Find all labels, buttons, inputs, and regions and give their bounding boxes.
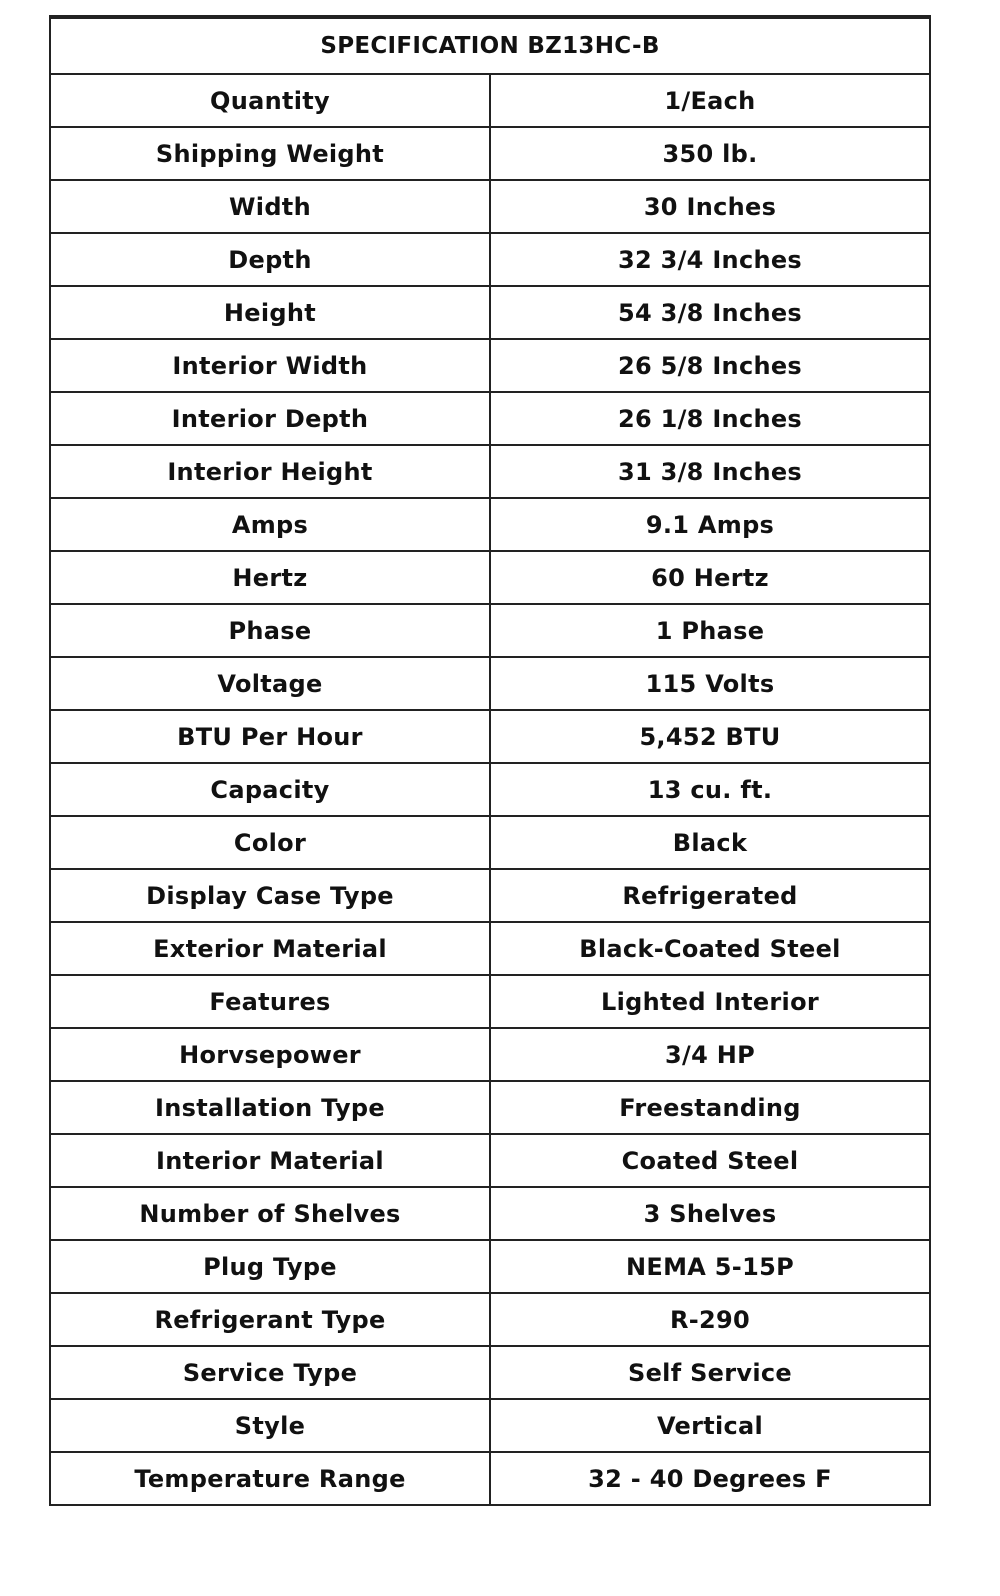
spec-value: 13 cu. ft. [490, 763, 930, 816]
table-row [50, 392, 930, 445]
table-header-row [50, 17, 930, 74]
spec-label: Service Type [50, 1346, 490, 1399]
table-row [50, 657, 930, 710]
spec-value: Black [490, 816, 930, 869]
spec-value: Coated Steel [490, 1134, 930, 1187]
spec-label: Exterior Material [50, 922, 490, 975]
spec-label: Temperature Range [50, 1452, 490, 1505]
table-row [50, 551, 930, 604]
spec-label: Hertz [50, 551, 490, 604]
table-row [50, 445, 930, 498]
table-row [50, 763, 930, 816]
spec-label: Capacity [50, 763, 490, 816]
spec-label: Phase [50, 604, 490, 657]
spec-value: 31 3/8 Inches [490, 445, 930, 498]
spec-label: Shipping Weight [50, 127, 490, 180]
spec-label: Depth [50, 233, 490, 286]
spec-value: 32 3/4 Inches [490, 233, 930, 286]
spec-label: Color [50, 816, 490, 869]
table-row [50, 1240, 930, 1293]
table-title: SPECIFICATION BZ13HC-B [50, 17, 930, 74]
spec-value: 3 Shelves [490, 1187, 930, 1240]
spec-label: Interior Material [50, 1134, 490, 1187]
table-row [50, 710, 930, 763]
spec-value: 3/4 HP [490, 1028, 930, 1081]
table-row [50, 74, 930, 127]
spec-value: R-290 [490, 1293, 930, 1346]
spec-value: 5,452 BTU [490, 710, 930, 763]
spec-label: Horvsepower [50, 1028, 490, 1081]
table-row [50, 339, 930, 392]
spec-label: Features [50, 975, 490, 1028]
spec-value: 30 Inches [490, 180, 930, 233]
table-row [50, 1081, 930, 1134]
spec-value: Self Service [490, 1346, 930, 1399]
table-row [50, 180, 930, 233]
spec-value: 9.1 Amps [490, 498, 930, 551]
table-row [50, 604, 930, 657]
spec-label: Amps [50, 498, 490, 551]
spec-label: Voltage [50, 657, 490, 710]
table-body [50, 74, 930, 1505]
spec-value: 54 3/8 Inches [490, 286, 930, 339]
spec-label: Height [50, 286, 490, 339]
table-row [50, 1399, 930, 1452]
spec-value: 115 Volts [490, 657, 930, 710]
table-row [50, 286, 930, 339]
spec-label: Refrigerant Type [50, 1293, 490, 1346]
spec-value: 60 Hertz [490, 551, 930, 604]
spec-label: Interior Width [50, 339, 490, 392]
spec-label: Plug Type [50, 1240, 490, 1293]
spec-label: Width [50, 180, 490, 233]
spec-label: Interior Depth [50, 392, 490, 445]
table-row [50, 1452, 930, 1505]
spec-value: 1 Phase [490, 604, 930, 657]
spec-label: Interior Height [50, 445, 490, 498]
spec-label: Style [50, 1399, 490, 1452]
spec-value: 32 - 40 Degrees F [490, 1452, 930, 1505]
table-row [50, 1346, 930, 1399]
spec-value: NEMA 5-15P [490, 1240, 930, 1293]
table-row [50, 922, 930, 975]
spec-label: Quantity [50, 74, 490, 127]
table-row [50, 498, 930, 551]
spec-value: Lighted Interior [490, 975, 930, 1028]
table-row [50, 869, 930, 922]
table-row [50, 1134, 930, 1187]
spec-label: Display Case Type [50, 869, 490, 922]
table-row [50, 1187, 930, 1240]
table-row [50, 1293, 930, 1346]
spec-value: Vertical [490, 1399, 930, 1452]
table-row [50, 816, 930, 869]
spec-label: Installation Type [50, 1081, 490, 1134]
spec-label: Number of Shelves [50, 1187, 490, 1240]
spec-value: 26 5/8 Inches [490, 339, 930, 392]
spec-value: 350 lb. [490, 127, 930, 180]
table-row [50, 233, 930, 286]
spec-value: 26 1/8 Inches [490, 392, 930, 445]
table-row [50, 1028, 930, 1081]
spec-value: Black-Coated Steel [490, 922, 930, 975]
specification-table [49, 15, 931, 1506]
spec-value: Freestanding [490, 1081, 930, 1134]
table-row [50, 975, 930, 1028]
spec-value: 1/Each [490, 74, 930, 127]
spec-value: Refrigerated [490, 869, 930, 922]
table-row [50, 127, 930, 180]
spec-label: BTU Per Hour [50, 710, 490, 763]
